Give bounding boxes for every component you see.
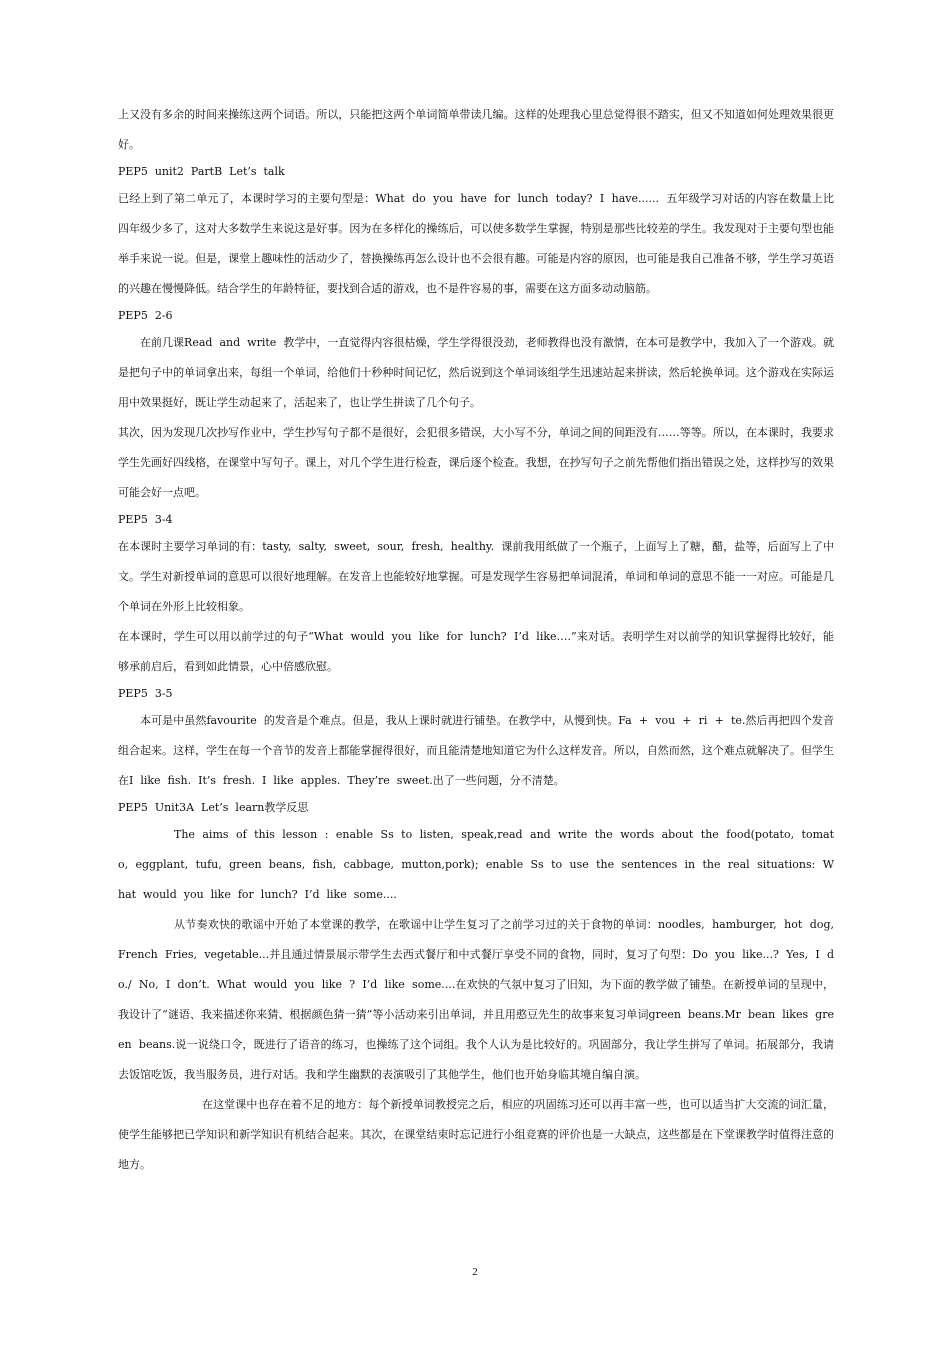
section-heading: PEP5 unit2 PartB Let’s talk (118, 165, 285, 178)
paragraph: 其次，因为发现几次抄写作业中，学生抄写句子都不是很好，会犯很多错误，大小写不分，单词之间的间距没有……等等。所以，在本课时，我要求学生先画好四线格，在课堂中写句子。课上，对几个学生进行检查，课后逐个检查。我想，在抄写句子之前先帮他们指出错误之处，这样抄写的效果可能会好一点吧。 (118, 426, 834, 499)
paragraph: 在本课时主要学习单词的有：tasty, salty, sweet, sour, fresh, healthy. 课前我用纸做了一个瓶子，上面写上了糖，醋，盐等，后面写上了中文。学生对新授单词的意思可以很好地理解。在发音上也能较好地掌握。可是发现学生容易把单词混淆，单词和单词的意思不能一一对应。可能是几个单词在外形上比较相象。 (118, 540, 834, 613)
paragraph: 本可是中虽然favourite 的发音是个难点。但是，我从上课时就进行铺垫。在教学中，从慢到快。Fa + vou + ri + te.然后再把四个发音组合起来。这样，学生在每一个音节的发音上都能掌握得很好，而且能清楚地知道它为什么这样发音。所以，自然而然，这个难点就解决了。但学生在I like fish. It’s fresh. I like apples. They’re sweet.出了一些问题，分不清楚。 (118, 714, 834, 787)
paragraph: The aims of this lesson : enable Ss to listen, speak,read and write the words about the food(potato, tomato, eggplant, tufu, green beans, fish, cabbage, mutton,pork); enable Ss to use the sentences in the real situations: What would you like for lunch? I’d like some.... (118, 828, 834, 901)
paragraph: 上又没有多余的时间来操练这两个词语。所以，只能把这两个单词简单带读几编。这样的处理我心里总觉得很不踏实，但又不知道如何处理效果很更好。 (118, 108, 834, 151)
section-heading: PEP5 3-4 (118, 513, 173, 526)
page-number: 2 (472, 1266, 478, 1278)
paragraph: 已经上到了第二单元了，本课时学习的主要句型是：What do you have for lunch today? I have...... 五年级学习对话的内容在数量上比四年级少多了，这对大多数学生来说这是好事。因为在多样化的操练后，可以使多数学生掌握，特别是那些比较差的学生。我发现对于主要句型也能举手来说一说。但是，课堂上趣味性的活动少了，替换操练再怎么设计也不会很有趣。可能是内容的原因，也可能是我自己准备不够，学生学习英语的兴趣在慢慢降低。结合学生的年龄特征，要找到合适的游戏，也不是件容易的事，需要在这方面多动动脑筋。 (118, 192, 834, 295)
section-heading: PEP5 3-5 (118, 687, 173, 700)
paragraph: 在本课时，学生可以用以前学过的句子“What would you like for lunch? I’d like….”来对话。表明学生对以前学的知识掌握得比较好，能够承前启后，看到如此情景，心中倍感欣慰。 (118, 630, 834, 673)
section-heading: PEP5 Unit3A Let’s learn教学反思 (118, 801, 309, 814)
document-body (118, 100, 841, 1180)
paragraph: 在前几课Read and write 教学中，一直觉得内容很枯燥，学生学得很没劲，老师教得也没有激情，在本可是教学中，我加入了一个游戏。就是把句子中的单词拿出来，每组一个单词，给他们十秒种时间记忆，然后说到这个单词该组学生迅速站起来拼读，然后轮换单词。这个游戏在实际运用中效果挺好，既让学生动起来了，活起来了，也让学生拼读了几个句子。 (118, 336, 834, 409)
paragraph: 从节奏欢快的歌谣中开始了本堂课的教学，在歌谣中让学生复习了之前学习过的关于食物的单词：noodles, hamburger, hot dog, French Fries, vegetable...并且通过情景展示带学生去西式餐厅和中式餐厅享受不同的食物，同时，复习了句型：Do you like...? Yes, I do./ No, I don’t. What would you like ? I’d like some....在欢快的气氛中复习了旧知，为下面的教学做了铺垫。在新授单词的呈现中，我设计了“谜语、我来描述你来猜、根据颜色猜一猜”等小活动来引出单词，并且用憨豆先生的故事来复习单词green beans.Mr bean likes green beans.说一说绕口令，既进行了语音的练习，也操练了这个词组。我个人认为是比较好的。巩固部分，我让学生拼写了单词。拓展部分，我请去饭馆吃饭，我当服务员，进行对话。我和学生幽默的表演吸引了其他学生，他们也开始身临其境自编自演。 (118, 918, 841, 1081)
section-heading: PEP5 2-6 (118, 309, 173, 322)
paragraph: 在这堂课中也存在着不足的地方：每个新授单词教授完之后，相应的巩固练习还可以再丰富一些，也可以适当扩大交流的词汇量，使学生能够把已学知识和新学知识有机结合起来。其次，在课堂结束时忘记进行小组竞赛的评价也是一大缺点，这些都是在下堂课教学时值得注意的地方。 (118, 1098, 834, 1171)
